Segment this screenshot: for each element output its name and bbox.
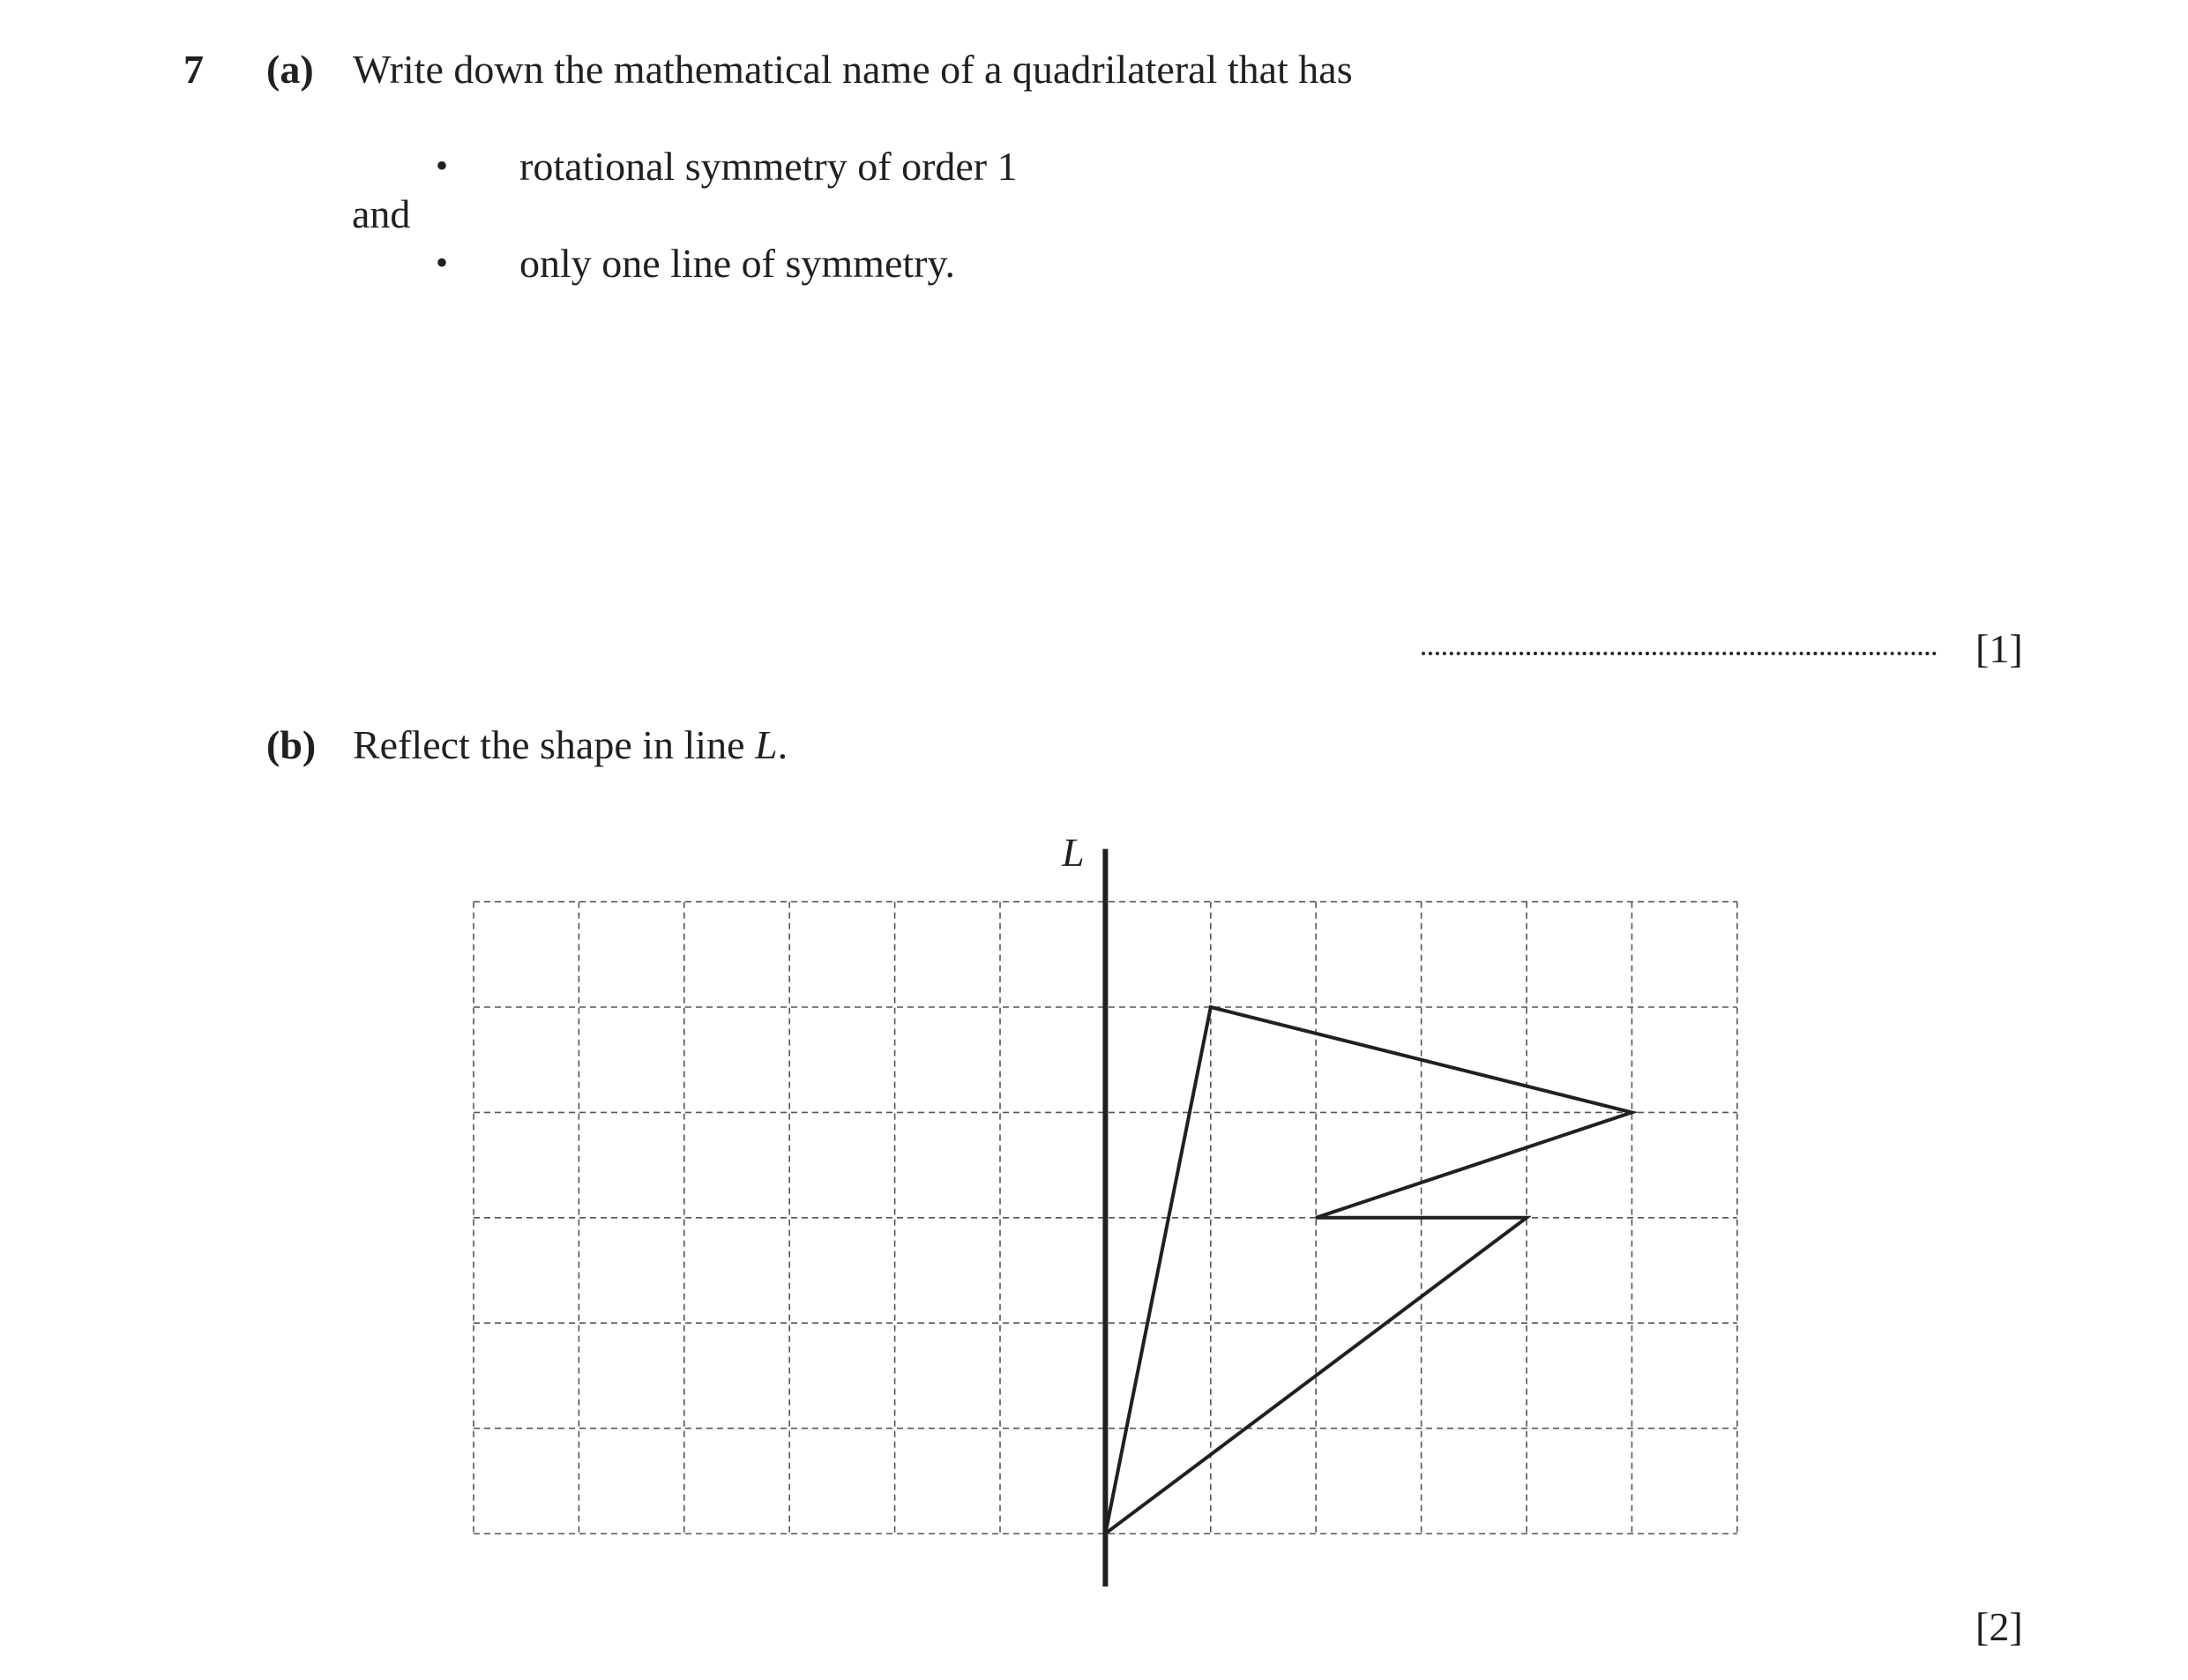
- part-b-prompt-suffix: .: [777, 722, 788, 767]
- part-b-marks: [2]: [1975, 1604, 2023, 1649]
- question-number: 7: [183, 47, 204, 92]
- part-a-marks: [1]: [1975, 626, 2023, 671]
- bullet-1-marker: •: [436, 146, 449, 185]
- part-a-prompt: Write down the mathematical name of a quadrilateral that has: [353, 47, 1353, 92]
- part-b-line-name: L: [755, 722, 778, 767]
- part-a-label: (a): [266, 47, 314, 92]
- shape-to-reflect: [1105, 1007, 1632, 1534]
- bullet-1-text: rotational symmetry of order 1: [519, 144, 1018, 189]
- connector-and: and: [352, 191, 411, 236]
- part-b-prompt-prefix: Reflect the shape in line: [353, 722, 756, 767]
- mirror-line-label: L: [1062, 830, 1085, 875]
- bullet-2-marker: •: [436, 243, 449, 282]
- bullet-2-text: only one line of symmetry.: [519, 241, 955, 286]
- part-b-label: (b): [266, 722, 317, 767]
